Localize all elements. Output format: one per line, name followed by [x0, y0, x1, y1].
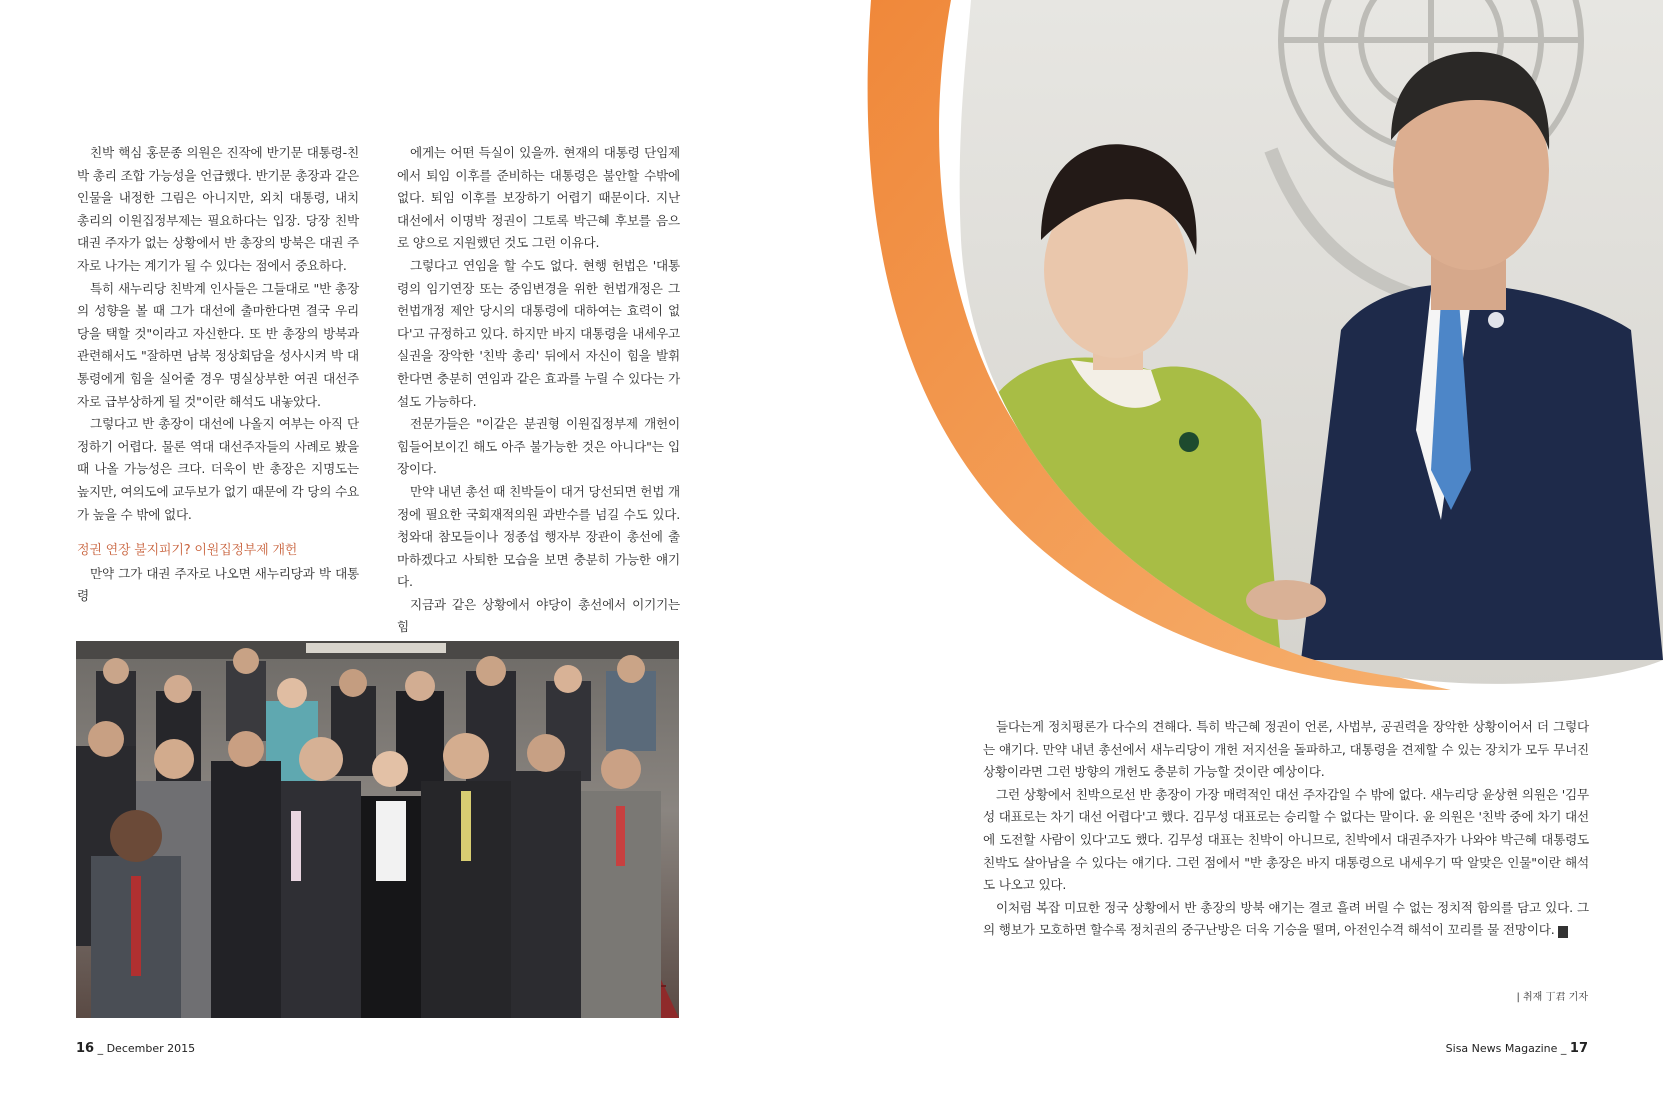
paragraph: 만약 내년 총선 때 친박들이 대거 당선되면 헌법 개정에 필요한 국회재적의원 과반수를 넘길 수도 있다. 청와대 참모들이나 정종섭 행자부 장관이 총선에 출마하겠다고 사퇴한 모습을 보면 충분히 가능한 얘기다. [397, 483, 680, 590]
end-mark-icon: S [1558, 926, 1568, 938]
paragraph: 친박 핵심 홍문종 의원은 진작에 반기문 대통령-친박 총리 조합 가능성을 언급했다. 반기문 총장과 같은 인물을 내정한 그림은 아니지만, 외치 대통령, 내치 총리의 이원집정부제는 필요하다는 입장. 당장 친박 대권 주자가 없는 상황에서 반 총장의 방북은 대권 주자로 나가는 계기가 될 수 있다는 점에서 중요하다. [77, 145, 359, 273]
paragraph: 그런 상황에서 친박으로선 반 총장이 가장 매력적인 대선 주자감일 수 밖에 없다. 새누리당 윤상현 의원은 '김무성 대표로는 차기 대선 어렵다'고 했다. 김무성 대표로는 승리할 수 없다는 말이다. 윤 의원은 '친박 중에 차기 대선에 도전할 사람이 있다'고도 했다. 김무성 대표는 친박이 아니므로, 친박에서 대권주자가 나와야 박근혜 대통령도 친박도 살아남을 수 있다는 얘기다. 그런 점에서 "반 총장은 바지 대통령으로 내세우기 딱 알맞은 인물"이란 해석도 나오고 있다. [983, 786, 1589, 893]
crowd-photo-illustration [76, 641, 679, 1018]
right-page [831, 0, 1663, 1096]
paragraph: 들다는게 정치평론가 다수의 견해다. 특히 박근혜 정권이 언론, 사법부, 공권력을 장악한 상황이어서 더 그렇다는 얘기다. 만약 내년 총선에서 새누리당이 개헌 저지선을 돌파하고, 대통령을 견제할 수 있는 장치가 모두 무너진 상황이라면 그런 방향의 개헌도 충분히 가능할 것이란 예상이다. [983, 719, 1589, 780]
issue-date: _ December 2015 [97, 1042, 196, 1055]
paragraph [983, 897, 1589, 942]
paragraph: 그렇다고 반 총장이 대선에 나올지 여부는 아직 단정하기 어렵다. 물론 역대 대선주자들의 사례로 봤을 때 나올 가능성은 크다. 더욱이 반 총장은 지명도는 높지만, 여의도에 교두보가 없기 때문에 각 당의 수요가 높을 수 밖에 없다. [77, 416, 359, 522]
section-subheading: 정권 연장 불지피기? 이원집정부제 개헌 [77, 543, 298, 559]
text-column-1 [77, 142, 359, 608]
text-column-2 [397, 142, 680, 639]
paragraph-text: 이처럼 복잡 미묘한 정국 상황에서 반 총장의 방북 얘기는 결코 흘려 버릴 수 없는 정치적 함의를 담고 있다. 그의 행보가 모호하면 할수록 정치권의 중구난방은 더욱 기승을 떨며, 아전인수격 해석이 꼬리를 물 전망이다. [983, 899, 1589, 938]
magazine-title: Sisa News Magazine _ [1445, 1042, 1567, 1055]
leaders-photo [831, 0, 1663, 730]
paragraph: 전문가들은 "이같은 분권형 이원집정부제 개헌이 힘들어보이긴 해도 아주 불가능한 것은 아니다"는 입장이다. [397, 416, 680, 477]
left-page [0, 0, 831, 1096]
paragraph: 그렇다고 연임을 할 수도 없다. 현행 헌법은 '대통령의 임기연장 또는 중임변경을 위한 헌법개정은 그 헌법개정 제안 당시의 대통령에 대하여는 효력이 없다'고 규정하고 있다. 하지만 바지 대통령을 내세우고 실권을 장악한 '친박 총리' 뒤에서 자신이 힘을 발휘한다면 충분히 연임과 같은 효과를 누릴 수 있다는 가설도 가능하다. [397, 257, 680, 409]
page-number: 17 [1569, 1041, 1588, 1056]
crowd-photo [76, 641, 679, 1018]
page-footer-left [76, 1041, 195, 1056]
paragraph: 만약 그가 대권 주자로 나오면 새누리당과 박 대통령 [77, 565, 359, 604]
page-footer-right [1446, 1041, 1588, 1056]
text-column-3 [983, 716, 1589, 942]
paragraph: 특히 새누리당 친박계 인사들은 그들대로 "반 총장의 성향을 볼 때 그가 대선에 출마한다면 결국 우리 당을 택할 것"이라고 자신한다. 또 반 총장의 방북과 관련해서도 "잘하면 남북 정상회담을 성사시켜 박 대통령에게 힘을 실어줄 경우 명실상부한 여권 대선주자로 급부상하게 될 것"이란 해석도 내놓았다. [77, 280, 359, 409]
page-number: 16 [76, 1041, 95, 1056]
paragraph: 지금과 같은 상황에서 야당이 총선에서 이기기는 힘 [397, 596, 680, 635]
paragraph: 에게는 어떤 득실이 있을까. 현재의 대통령 단임제에서 퇴임 이후를 준비하는 대통령은 불안할 수밖에 없다. 퇴임 이후를 보장하기 어렵기 때문이다. 지난 대선에서 이명박 정권이 그토록 박근혜 후보를 음으로 양으로 지원했던 것도 그런 이유다. [397, 145, 680, 251]
byline: | 취재 丁君 기자 [1516, 992, 1588, 1003]
